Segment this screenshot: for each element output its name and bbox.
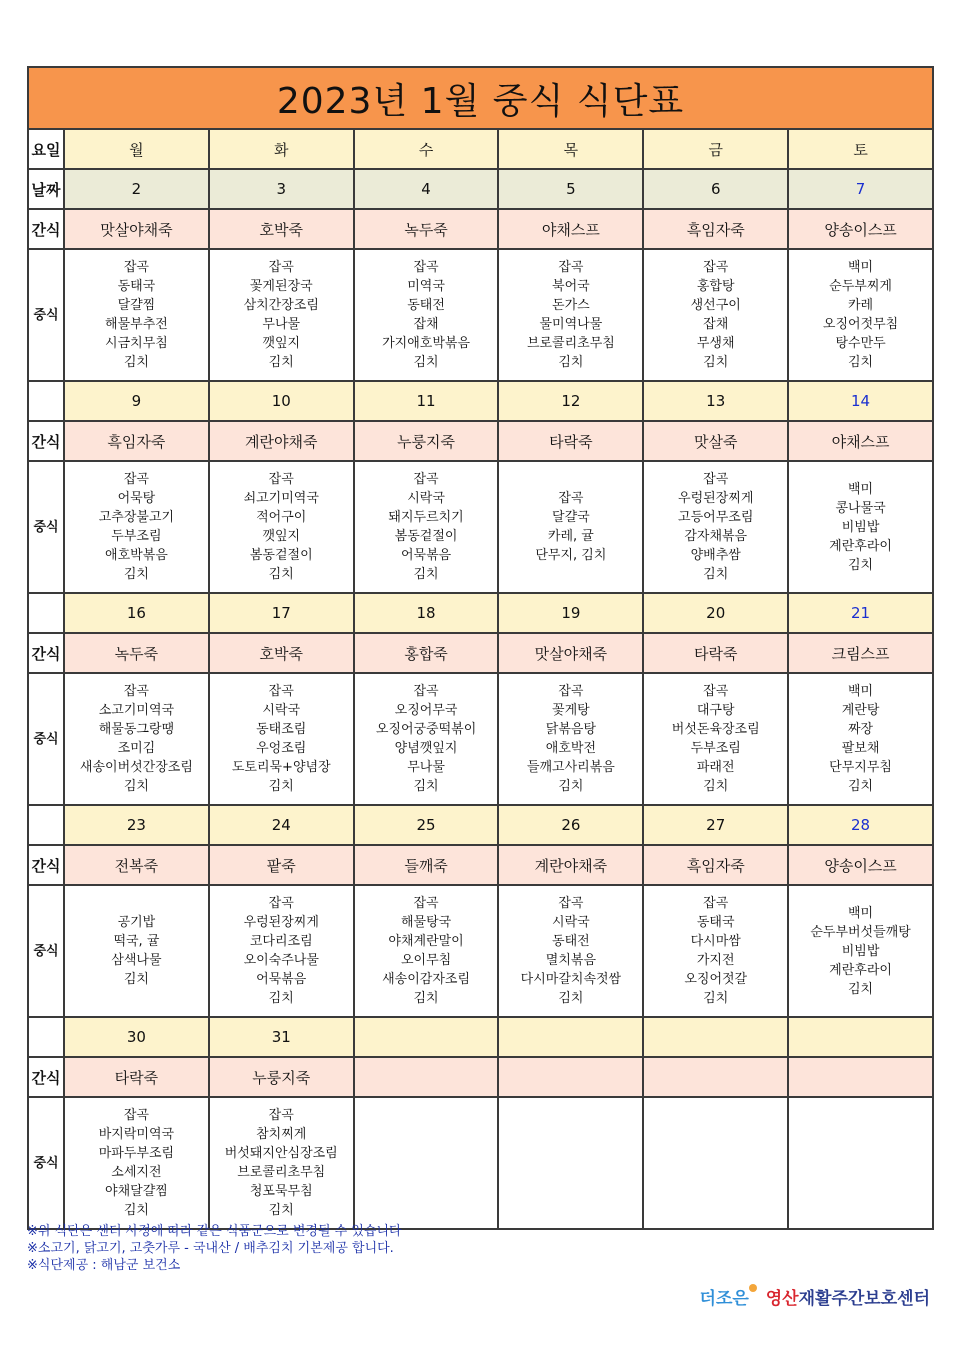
- date-cell: 20: [643, 593, 788, 633]
- snack-label: 간식: [28, 845, 64, 885]
- dish-item: 잡곡: [703, 684, 729, 699]
- dish-item: 해물탕국: [400, 915, 452, 930]
- date-cell: [354, 1017, 499, 1057]
- dish-item: 애호박전: [545, 741, 597, 756]
- dish-item: 잡곡: [703, 896, 729, 911]
- weekday-tue: 화: [209, 129, 354, 169]
- lunch-cell: [498, 673, 643, 805]
- weekday-sat: 토: [788, 129, 933, 169]
- snack-label: 간식: [28, 633, 64, 673]
- dish-item: 김치: [558, 355, 584, 370]
- date-row-spacer: [28, 593, 64, 633]
- date-row: [28, 593, 933, 633]
- dish-item: 김치: [703, 567, 729, 582]
- date-cell: 2: [64, 169, 209, 209]
- snack-cell: 계란야채죽: [209, 421, 354, 461]
- dish-item: 잡곡: [558, 684, 584, 699]
- logo-dot-icon: [749, 1284, 757, 1292]
- lunch-cell: [788, 885, 933, 1017]
- logo-brand: 더조은: [699, 1289, 749, 1309]
- dish-item: 잡곡: [123, 1108, 149, 1123]
- dish-item: 두부조림: [111, 529, 162, 544]
- dish-item: 소세지전: [111, 1165, 162, 1180]
- snack-cell: [788, 1057, 933, 1097]
- lunch-cell: [498, 885, 643, 1017]
- snack-cell: 타락죽: [64, 1057, 209, 1097]
- dish-item: 달걀찜: [117, 298, 156, 313]
- lunch-cell: [498, 461, 643, 593]
- lunch-label: 중식: [28, 885, 64, 1017]
- date-cell: 9: [64, 381, 209, 421]
- dish-item: 바지락미역국: [98, 1127, 175, 1142]
- snack-cell: 전복죽: [64, 845, 209, 885]
- dish-item: 생선구이: [690, 298, 741, 313]
- dish-item: 동태전: [552, 934, 590, 949]
- lunch-cell: [788, 673, 933, 805]
- lunch-label: 중식: [28, 461, 64, 593]
- lunch-cell: [643, 673, 788, 805]
- dish-item: 청포묵무침: [249, 1184, 313, 1199]
- dish-item: 버섯돼지안심장조림: [224, 1146, 338, 1161]
- dish-item: 잡곡: [123, 260, 149, 275]
- lunch-cell: [209, 461, 354, 593]
- lunch-cell: [354, 885, 499, 1017]
- dish-item: 들깨고사리볶음: [526, 760, 615, 775]
- date-cell: 31: [209, 1017, 354, 1057]
- dish-item: 김치: [268, 1203, 294, 1218]
- dish-item: 우렁된장찌게: [243, 915, 319, 930]
- dish-item: 카레, 귤: [547, 529, 594, 544]
- dish-item: 김치: [268, 567, 294, 582]
- center-logo: [700, 1284, 930, 1309]
- dish-item: 무나물: [407, 760, 445, 775]
- dish-item: 잡곡: [123, 684, 149, 699]
- snack-cell: 맛살야채죽: [64, 209, 209, 249]
- date-row-spacer: [28, 381, 64, 421]
- note-line: ※소고기, 닭고기, 고춧가루 - 국내산 / 배추김치 기본제공 합니다.: [27, 1241, 394, 1256]
- dish-item: 마파두부조림: [98, 1146, 175, 1161]
- dish-item: 잡곡: [123, 472, 149, 487]
- snack-cell: 맛살야채죽: [498, 633, 643, 673]
- date-row: [28, 169, 933, 209]
- date-cell: 7: [788, 169, 933, 209]
- dish-item: 단무지무침: [829, 760, 892, 775]
- date-row: [28, 381, 933, 421]
- lunch-cell: [354, 249, 499, 381]
- dish-item: 코다리조림: [249, 934, 313, 949]
- date-cell: 4: [354, 169, 499, 209]
- dish-item: 적어구이: [256, 510, 307, 525]
- dish-item: 다시마쌈: [690, 934, 741, 949]
- weekday-wed: 수: [354, 129, 499, 169]
- dish-item: 김치: [848, 779, 874, 794]
- dish-item: 백미: [848, 684, 874, 699]
- dish-item: 시락국: [552, 915, 590, 930]
- snack-cell: [354, 1057, 499, 1097]
- snack-label: 간식: [28, 421, 64, 461]
- lunch-cell: [354, 673, 499, 805]
- dish-item: 비빔밥: [841, 943, 880, 959]
- dish-item: 오이숙주나물: [243, 953, 319, 968]
- dish-item: 오징어궁중떡볶이: [375, 722, 477, 737]
- logo-name: 재활주간보호센터: [798, 1289, 930, 1309]
- date-cell: 18: [354, 593, 499, 633]
- dish-item: 김치: [123, 779, 149, 794]
- dish-item: 콩나물국: [835, 500, 886, 516]
- note-line: ※식단제공 : 해남군 보건소: [27, 1258, 181, 1273]
- lunch-cell: [498, 1097, 643, 1229]
- lunch-cell: [64, 885, 209, 1017]
- weekday-mon: 월: [64, 129, 209, 169]
- dish-item: 잡곡: [413, 896, 439, 911]
- date-cell: 25: [354, 805, 499, 845]
- dish-item: 해물동그랑땡: [98, 722, 175, 737]
- date-cell: 30: [64, 1017, 209, 1057]
- dish-item: 꽃게탕: [552, 703, 590, 718]
- dish-item: 어묵볶음: [256, 972, 307, 987]
- snack-cell: 팥죽: [209, 845, 354, 885]
- snack-label: 간식: [28, 209, 64, 249]
- note-line: ※위 식단은 센터 사정에 따라 같은 식품군으로 변경될 수 있습니다: [27, 1224, 402, 1239]
- snack-cell: 양송이스프: [788, 845, 933, 885]
- dish-item: 새송이버섯간장조림: [79, 760, 193, 775]
- dish-item: 오징어젓무침: [822, 317, 899, 332]
- date-cell: 6: [643, 169, 788, 209]
- date-cell: 3: [209, 169, 354, 209]
- lunch-cell: [788, 461, 933, 593]
- dish-item: 봄동겉절이: [394, 529, 458, 544]
- dish-item: 시락국: [262, 703, 301, 718]
- dish-item: 감자채볶음: [684, 529, 748, 544]
- dish-item: 돼지두르치기: [388, 510, 464, 525]
- dish-item: 순두부찌게: [829, 279, 892, 294]
- dish-item: 북어국: [552, 279, 590, 294]
- dish-item: 김치: [558, 779, 584, 794]
- dish-item: 잡곡: [268, 896, 294, 911]
- dish-item: 삼치간장조림: [243, 298, 319, 313]
- snack-cell: 들깨죽: [354, 845, 499, 885]
- dish-item: 삼색나물: [111, 953, 162, 968]
- dish-item: 꽃게된장국: [249, 279, 313, 294]
- dish-item: 브로콜리초무침: [237, 1165, 326, 1180]
- weekday-thu: 목: [498, 129, 643, 169]
- dish-item: 김치: [413, 355, 439, 370]
- date-row-spacer: [28, 1017, 64, 1057]
- dish-item: 김치: [848, 557, 874, 573]
- dish-item: 백미: [848, 481, 874, 497]
- lunch-row: [28, 673, 933, 805]
- snack-cell: 흑임자죽: [64, 421, 209, 461]
- lunch-cell: [498, 249, 643, 381]
- dish-item: 버섯돈육장조림: [671, 722, 760, 737]
- snack-cell: 누룽지죽: [354, 421, 499, 461]
- date-cell: [788, 1017, 933, 1057]
- snack-cell: 양송이스프: [788, 209, 933, 249]
- snack-cell: 녹두죽: [354, 209, 499, 249]
- dish-item: 잡곡: [268, 260, 294, 275]
- snack-row: [28, 1057, 933, 1097]
- weekday-row: [28, 129, 933, 169]
- lunch-cell: [643, 461, 788, 593]
- dish-item: 김치: [268, 991, 294, 1006]
- dish-item: 순두부버섯들깨탕: [810, 924, 911, 940]
- dish-item: 김치: [123, 1203, 149, 1218]
- snack-cell: 홍합죽: [354, 633, 499, 673]
- dish-item: 무나물: [262, 317, 301, 332]
- lunch-cell: [788, 1097, 933, 1229]
- snack-cell: 맛살죽: [643, 421, 788, 461]
- dish-item: 계란후라이: [829, 538, 892, 554]
- dish-item: 동태조림: [256, 722, 307, 737]
- lunch-cell: [643, 249, 788, 381]
- snack-cell: 타락죽: [498, 421, 643, 461]
- dish-item: 김치: [413, 779, 439, 794]
- dish-item: 어묵탕: [117, 491, 156, 506]
- dish-item: 야채달걀찜: [105, 1184, 168, 1199]
- dish-item: 참치찌게: [256, 1127, 307, 1142]
- dish-item: 오징어무국: [394, 703, 458, 718]
- lunch-cell: [64, 673, 209, 805]
- dish-item: 조미김: [117, 741, 156, 756]
- dish-item: 해물부추전: [105, 317, 168, 332]
- snack-cell: 흑임자죽: [643, 845, 788, 885]
- date-cell: 13: [643, 381, 788, 421]
- dish-item: 잡곡: [268, 472, 294, 487]
- dish-item: 어묵볶음: [400, 548, 452, 563]
- dish-item: 소고기미역국: [98, 703, 175, 718]
- date-row-spacer: [28, 805, 64, 845]
- dish-item: 김치: [413, 991, 439, 1006]
- lunch-cell: [643, 1097, 788, 1229]
- dish-item: 가지애호박볶음: [382, 336, 471, 351]
- snack-label: 간식: [28, 1057, 64, 1097]
- dish-item: 짜장: [848, 722, 874, 737]
- dish-item: 김치: [413, 567, 439, 582]
- menu-title: 2023년 1월 중식 식단표: [28, 67, 933, 129]
- dish-item: 김치: [123, 567, 149, 582]
- dish-item: 동태전: [407, 298, 445, 313]
- dish-item: 김치: [268, 355, 294, 370]
- lunch-row: [28, 885, 933, 1017]
- dish-item: 단무지, 김치: [535, 548, 607, 563]
- dish-item: 잡곡: [268, 1108, 294, 1123]
- snack-cell: 호박죽: [209, 633, 354, 673]
- dish-item: 깻잎지: [262, 336, 301, 351]
- dish-item: 브로콜리초무침: [526, 336, 615, 351]
- dish-item: 파래전: [696, 760, 735, 775]
- snack-cell: [498, 1057, 643, 1097]
- dish-item: 고등어무조림: [678, 510, 754, 525]
- date-label: 날짜: [28, 169, 64, 209]
- dish-item: 돈가스: [552, 298, 590, 313]
- dish-item: 김치: [703, 355, 729, 370]
- dish-item: 무생채: [696, 336, 735, 351]
- dish-item: 잡곡: [558, 491, 584, 506]
- snack-cell: 녹두죽: [64, 633, 209, 673]
- lunch-cell: [209, 885, 354, 1017]
- dish-item: 가지전: [696, 953, 735, 968]
- lunch-row: [28, 461, 933, 593]
- dish-item: 계란탕: [841, 703, 880, 718]
- dish-item: 계란후라이: [829, 962, 892, 978]
- table-body: [28, 67, 933, 1229]
- dish-item: 쇠고기미역국: [243, 491, 319, 506]
- date-cell: 11: [354, 381, 499, 421]
- lunch-label: 중식: [28, 1097, 64, 1229]
- dish-item: 잡곡: [413, 472, 439, 487]
- dish-item: 새송이감자조림: [382, 972, 471, 987]
- snack-cell: 흑임자죽: [643, 209, 788, 249]
- snack-cell: 야채스프: [498, 209, 643, 249]
- lunch-cell: [209, 249, 354, 381]
- dish-item: 두부조림: [690, 741, 741, 756]
- title-row: [28, 67, 933, 129]
- lunch-cell: [354, 461, 499, 593]
- dish-item: 애호박볶음: [105, 548, 168, 563]
- date-cell: [643, 1017, 788, 1057]
- lunch-cell: [354, 1097, 499, 1229]
- dish-item: 달걀국: [552, 510, 590, 525]
- dish-item: 홍합탕: [696, 279, 735, 294]
- dish-item: 백미: [848, 260, 874, 275]
- snack-cell: [643, 1057, 788, 1097]
- snack-row: [28, 633, 933, 673]
- dish-item: 오징어젓갈: [684, 972, 748, 987]
- snack-cell: 계란야채죽: [498, 845, 643, 885]
- lunch-row: [28, 249, 933, 381]
- snack-cell: 야채스프: [788, 421, 933, 461]
- dish-item: 우엉조림: [256, 741, 307, 756]
- lunch-cell: [64, 249, 209, 381]
- dish-item: 고추장불고기: [98, 510, 175, 525]
- dish-item: 동태국: [696, 915, 735, 930]
- dish-item: 팔보채: [841, 741, 880, 756]
- weekday-label: 요일: [28, 129, 64, 169]
- date-cell: 28: [788, 805, 933, 845]
- date-cell: 14: [788, 381, 933, 421]
- snack-cell: 누룽지죽: [209, 1057, 354, 1097]
- date-cell: 5: [498, 169, 643, 209]
- lunch-row: [28, 1097, 933, 1229]
- snack-cell: 호박죽: [209, 209, 354, 249]
- dish-item: 잡곡: [413, 260, 439, 275]
- lunch-label: 중식: [28, 249, 64, 381]
- dish-item: 탕수만두: [835, 336, 886, 351]
- date-cell: 23: [64, 805, 209, 845]
- dish-item: 동태국: [117, 279, 156, 294]
- dish-item: 우렁된장찌게: [678, 491, 754, 506]
- snack-row: [28, 845, 933, 885]
- dish-item: 백미: [848, 905, 874, 921]
- date-cell: 12: [498, 381, 643, 421]
- dish-item: 잡곡: [558, 896, 584, 911]
- menu-table: [27, 66, 934, 1230]
- dish-item: 물미역나물: [539, 317, 603, 332]
- dish-item: 양배추쌈: [690, 548, 741, 563]
- date-cell: 17: [209, 593, 354, 633]
- dish-item: 김치: [123, 972, 149, 987]
- dish-item: 김치: [558, 991, 584, 1006]
- lunch-cell: [64, 1097, 209, 1229]
- date-cell: 16: [64, 593, 209, 633]
- dish-item: 비빔밥: [841, 519, 880, 535]
- snack-row: [28, 421, 933, 461]
- logo-region: 영산: [765, 1289, 799, 1309]
- lunch-cell: [64, 461, 209, 593]
- snack-row: [28, 209, 933, 249]
- dish-item: 잡곡: [268, 684, 294, 699]
- dish-item: 김치: [848, 981, 874, 997]
- footer-notes: [27, 1223, 402, 1274]
- dish-item: 김치: [848, 355, 874, 370]
- date-cell: 10: [209, 381, 354, 421]
- dish-item: 시금치무침: [105, 336, 168, 351]
- date-row: [28, 1017, 933, 1057]
- lunch-cell: [209, 1097, 354, 1229]
- dish-item: 도토리묵+양념장: [231, 760, 331, 775]
- date-row: [28, 805, 933, 845]
- date-cell: 26: [498, 805, 643, 845]
- lunch-cell: [643, 885, 788, 1017]
- dish-item: 잡곡: [703, 472, 729, 487]
- snack-cell: 타락죽: [643, 633, 788, 673]
- dish-item: 양념깻잎지: [394, 741, 458, 756]
- date-cell: 21: [788, 593, 933, 633]
- dish-item: 잡곡: [703, 260, 729, 275]
- dish-item: 잡채: [413, 317, 439, 332]
- snack-cell: 크림스프: [788, 633, 933, 673]
- dish-item: 김치: [123, 355, 149, 370]
- dish-item: 다시마갈치속젓쌈: [520, 972, 622, 987]
- lunch-cell: [209, 673, 354, 805]
- dish-item: 시락국: [407, 491, 445, 506]
- date-cell: 27: [643, 805, 788, 845]
- dish-item: 잡곡: [558, 260, 584, 275]
- lunch-cell: [788, 249, 933, 381]
- dish-item: 떡국, 귤: [113, 934, 160, 949]
- dish-item: 오이무침: [400, 953, 452, 968]
- dish-item: 잡곡: [413, 684, 439, 699]
- dish-item: 김치: [268, 779, 294, 794]
- dish-item: 미역국: [407, 279, 445, 294]
- date-cell: 24: [209, 805, 354, 845]
- dish-item: 카레: [848, 298, 874, 313]
- dish-item: 봄동겉절이: [249, 548, 313, 563]
- dish-item: 김치: [703, 779, 729, 794]
- dish-item: 깻잎지: [262, 529, 301, 544]
- dish-item: 멸치볶음: [545, 953, 597, 968]
- dish-item: 닭볶음탕: [545, 722, 597, 737]
- date-cell: 19: [498, 593, 643, 633]
- dish-item: 대구탕: [696, 703, 735, 718]
- dish-item: 김치: [703, 991, 729, 1006]
- weekday-fri: 금: [643, 129, 788, 169]
- dish-item: 야채계란말이: [388, 934, 464, 949]
- date-cell: [498, 1017, 643, 1057]
- dish-item: 잡채: [703, 317, 729, 332]
- lunch-label: 중식: [28, 673, 64, 805]
- dish-item: 공기밥: [117, 915, 156, 930]
